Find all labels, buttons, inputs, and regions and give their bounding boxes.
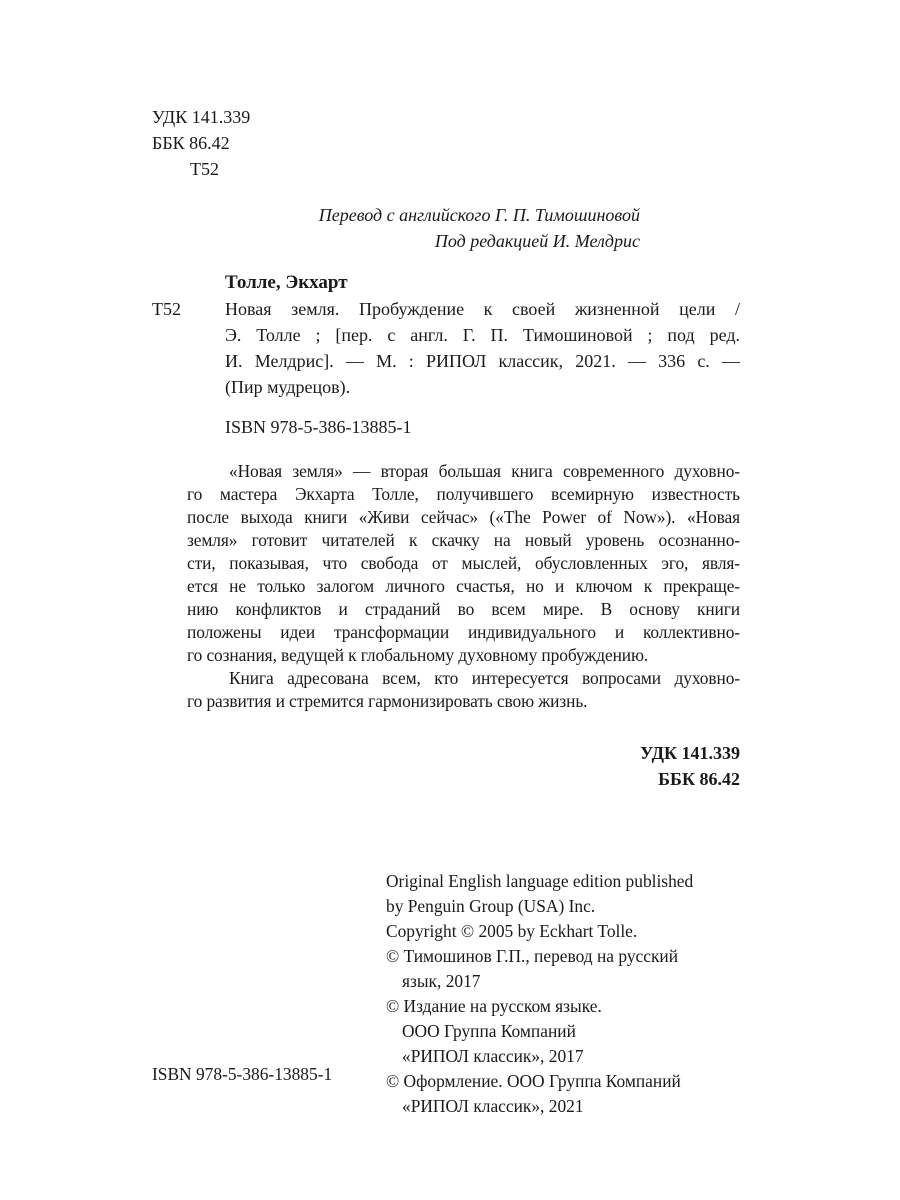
translator-line: Перевод с английского Г. П. Тимошиновой — [318, 205, 640, 225]
udk-code-bold: УДК 141.339 — [640, 743, 740, 763]
copyright-line: язык, 2017 — [402, 971, 481, 991]
annotation-line: после выхода книги «Живи сейчас» («The Power of Now»). «Новая — [187, 507, 740, 527]
isbn-bottom: ISBN 978-5-386-13885-1 — [152, 1064, 333, 1084]
copyright-line: © Оформление. ООО Группа Компаний — [386, 1071, 681, 1091]
annotation-line: го сознания, ведущей к глобальному духовному пробуждению. — [187, 645, 649, 665]
copyright-line: Original English language edition published — [386, 871, 694, 891]
copyright-line: © Тимошинов Г.П., перевод на русский — [386, 946, 679, 966]
author-heading: Толле, Экхарт — [225, 272, 348, 293]
copyright-line: ООО Группа Компаний — [402, 1021, 576, 1041]
annotation-line: земля» готовит читателей к скачку на новый уровень осознанно- — [187, 530, 740, 550]
biblio-line: (Пир мудрецов). — [225, 377, 351, 397]
copyright-line: by Penguin Group (USA) Inc. — [386, 896, 596, 916]
annotation-line: ется не только залогом личного счастья, но и ключом к прекраще- — [187, 576, 740, 596]
biblio-line: И. Мелдрис]. — М. : РИПОЛ классик, 2021. — 336 с. — — [225, 351, 740, 371]
copyright-line: © Издание на русском языке. — [386, 996, 602, 1016]
annotation-line: «Новая земля» — вторая большая книга современного духовно- — [229, 461, 740, 481]
copyright-line: «РИПОЛ классик», 2017 — [402, 1046, 584, 1066]
classification-codes-top — [152, 104, 250, 182]
udk-code: УДК 141.339 — [152, 107, 251, 127]
annotation-line: го мастера Экхарта Толле, получившего всемирную известность — [187, 484, 740, 504]
annotation-line: положены идеи трансформации индивидуального и коллективно- — [187, 622, 740, 642]
bbk-code: ББК 86.42 — [152, 133, 230, 153]
bibliographic-record — [225, 296, 740, 400]
classification-codes-right — [640, 740, 740, 792]
annotation-line: го развития и стремится гармонизировать свою жизнь. — [187, 691, 588, 711]
isbn-record: ISBN 978-5-386-13885-1 — [225, 417, 412, 437]
copyright-block — [386, 869, 693, 1119]
author-mark-side: Т52 — [152, 299, 181, 319]
editor-line: Под редакцией И. Мелдрис — [434, 231, 640, 251]
annotation-line: Книга адресована всем, кто интересуется вопросами духовно- — [229, 668, 740, 688]
author-mark: Т52 — [190, 159, 219, 179]
biblio-line: Новая земля. Пробуждение к своей жизненной цели / — [225, 299, 740, 319]
annotation-line: сти, показывая, что свобода от мыслей, обусловленных эго, явля- — [187, 553, 740, 573]
biblio-line: Э. Толле ; [пер. с англ. Г. П. Тимошиновой ; под ред. — [225, 325, 740, 345]
annotation — [187, 460, 740, 713]
bbk-code-bold: ББК 86.42 — [658, 769, 740, 789]
copyright-line: Copyright © 2005 by Eckhart Tolle. — [386, 921, 638, 941]
copyright-line: «РИПОЛ классик», 2021 — [402, 1096, 584, 1116]
annotation-line: нию конфликтов и страданий во всем мире. В основу книги — [187, 599, 740, 619]
translator-credits — [150, 202, 640, 254]
